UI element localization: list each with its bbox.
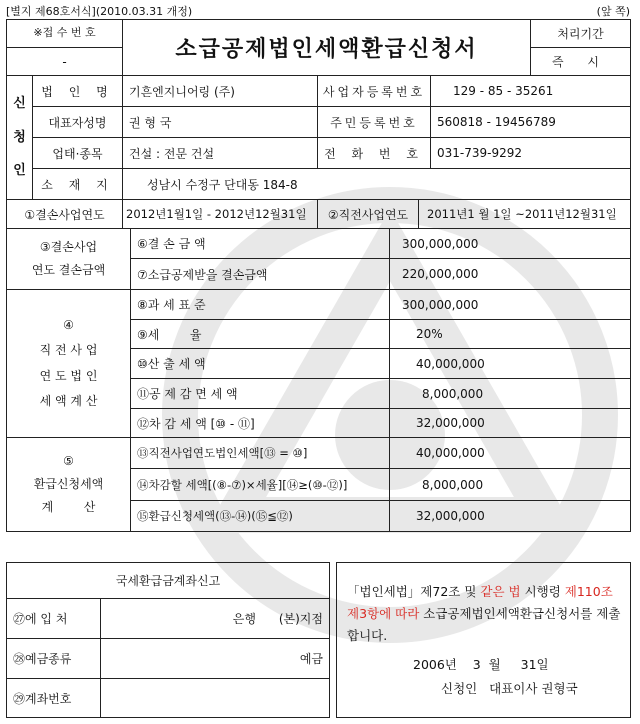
biz-reg-value: 129 - 85 - 35261 bbox=[430, 75, 631, 107]
prev-year-value: 2011년1 월 1일 ~2011년12월31일 bbox=[418, 199, 631, 229]
page-side: (앞 쪽) bbox=[596, 5, 630, 18]
net-tax-label: ⑫차 감 세 액 [⑩ - ⑪] bbox=[130, 408, 390, 438]
processing-value: 즉 시 bbox=[530, 47, 631, 76]
biz-type-label: 업태·종목 bbox=[32, 137, 123, 169]
phone-value: 031-739-9292 bbox=[430, 137, 631, 169]
phone-label: 전 화 번 호 bbox=[317, 137, 431, 169]
refund-request-value: 32,000,000 bbox=[389, 500, 631, 532]
rep-name-value: 권 형 국 bbox=[122, 106, 318, 138]
section4-label: ④ 직 전 사 업 연 도 법 인 세 액 계 산 bbox=[6, 289, 131, 438]
processing-label: 처리기간 bbox=[530, 19, 631, 48]
tax-base-value: 300,000,000 bbox=[389, 289, 631, 320]
net-tax-value: 32,000,000 bbox=[389, 408, 631, 438]
receipt-value: - bbox=[6, 47, 123, 76]
receipt-label-cell bbox=[6, 19, 123, 48]
declaration-date: 2006년 3 월 31일 bbox=[413, 657, 549, 672]
declaration-box bbox=[336, 562, 631, 718]
computed-tax-label: ⑩산 출 세 액 bbox=[130, 348, 390, 379]
declaration-red-2: 제110조제3항에 따라 bbox=[347, 584, 613, 621]
address-value: 성남시 수정구 단대동 184-8 bbox=[122, 168, 631, 200]
deductible-tax-value: 8,000,000 bbox=[389, 468, 631, 501]
loss-amount-label: ⑥결 손 금 액 bbox=[130, 228, 390, 259]
resident-no-label: 주민등록번호 bbox=[317, 106, 431, 138]
refund-request-label: ⑮환급신청세액(⑬-⑭)(⑮≦⑫) bbox=[130, 500, 390, 532]
biz-type-value: 건설 : 전문 건설 bbox=[122, 137, 318, 169]
deposit-type-value[interactable]: 예금 bbox=[100, 638, 330, 679]
declaration-text: 「법인세법」제72조 및 같은 법 시행령 제110조제3항에 따라 소급공제법인세액환급신청서를 제출합니다. bbox=[347, 584, 621, 643]
form-title-cell bbox=[122, 19, 531, 76]
resident-no-value: 560818 - 19456789 bbox=[430, 106, 631, 138]
corp-name-value: 기흔엔지니어링 (주) bbox=[122, 75, 318, 107]
deduction-label: ⑪공 제 감 면 세 액 bbox=[130, 378, 390, 409]
deposit-type-label: ㉘예금종류 bbox=[6, 638, 101, 679]
form-title: 소급공제법인세액환급신청서 bbox=[175, 37, 478, 62]
bank-value[interactable]: 은행 (본)지점 bbox=[100, 598, 330, 639]
loss-year-label: ①결손사업연도 bbox=[6, 199, 123, 229]
prev-corp-tax-value: 40,000,000 bbox=[389, 437, 631, 469]
corp-name-label: 법 인 명 bbox=[32, 75, 123, 107]
form-number: [별지 제68호서식](2010.03.31 개정) bbox=[6, 5, 193, 18]
section5-label: ⑤ 환급신청세액 계 산 bbox=[6, 437, 131, 532]
address-label: 소 재 지 bbox=[32, 168, 123, 200]
rep-name-label: 대표자성명 bbox=[32, 106, 123, 138]
receipt-label: ※접 수 번 호 bbox=[33, 26, 96, 40]
tax-base-label: ⑧과 세 표 준 bbox=[130, 289, 390, 320]
bank-label: ㉗에 입 처 bbox=[6, 598, 101, 639]
section3-label: ③결손사업 연도 결손금액 bbox=[6, 228, 131, 290]
carryback-loss-value: 220,000,000 bbox=[389, 258, 631, 290]
loss-year-value: 2012년1월1일 - 2012년12월31일 bbox=[122, 199, 318, 229]
biz-reg-label: 사업자등록번호 bbox=[317, 75, 431, 107]
account-no-value[interactable] bbox=[100, 678, 330, 718]
computed-tax-value: 40,000,000 bbox=[389, 348, 631, 379]
declaration-red-1: 같은 법 bbox=[480, 584, 521, 599]
prev-corp-tax-label: ⑬직전사업연도법인세액[⑬ = ⑩] bbox=[130, 437, 390, 469]
declaration-signer: 신청인 대표이사 권형국 bbox=[441, 681, 578, 696]
account-no-label: ㉙계좌번호 bbox=[6, 678, 101, 718]
tax-rate-value: 20% bbox=[389, 319, 631, 349]
account-title: 국세환급금계좌신고 bbox=[6, 562, 330, 599]
prev-year-label: ②직전사업연도 bbox=[317, 199, 419, 229]
tax-rate-label: ⑨세 율 bbox=[130, 319, 390, 349]
deduction-value: 8,000,000 bbox=[389, 378, 631, 409]
applicant-side-label: 신 청 인 bbox=[6, 75, 33, 200]
carryback-loss-label: ⑦소급공제받을 결손금액 bbox=[130, 258, 390, 290]
loss-amount-value: 300,000,000 bbox=[389, 228, 631, 259]
deductible-tax-label: ⑭차감할 세액[(⑧-⑦)×세율][⑭≥(⑩-⑫)] bbox=[130, 468, 390, 501]
